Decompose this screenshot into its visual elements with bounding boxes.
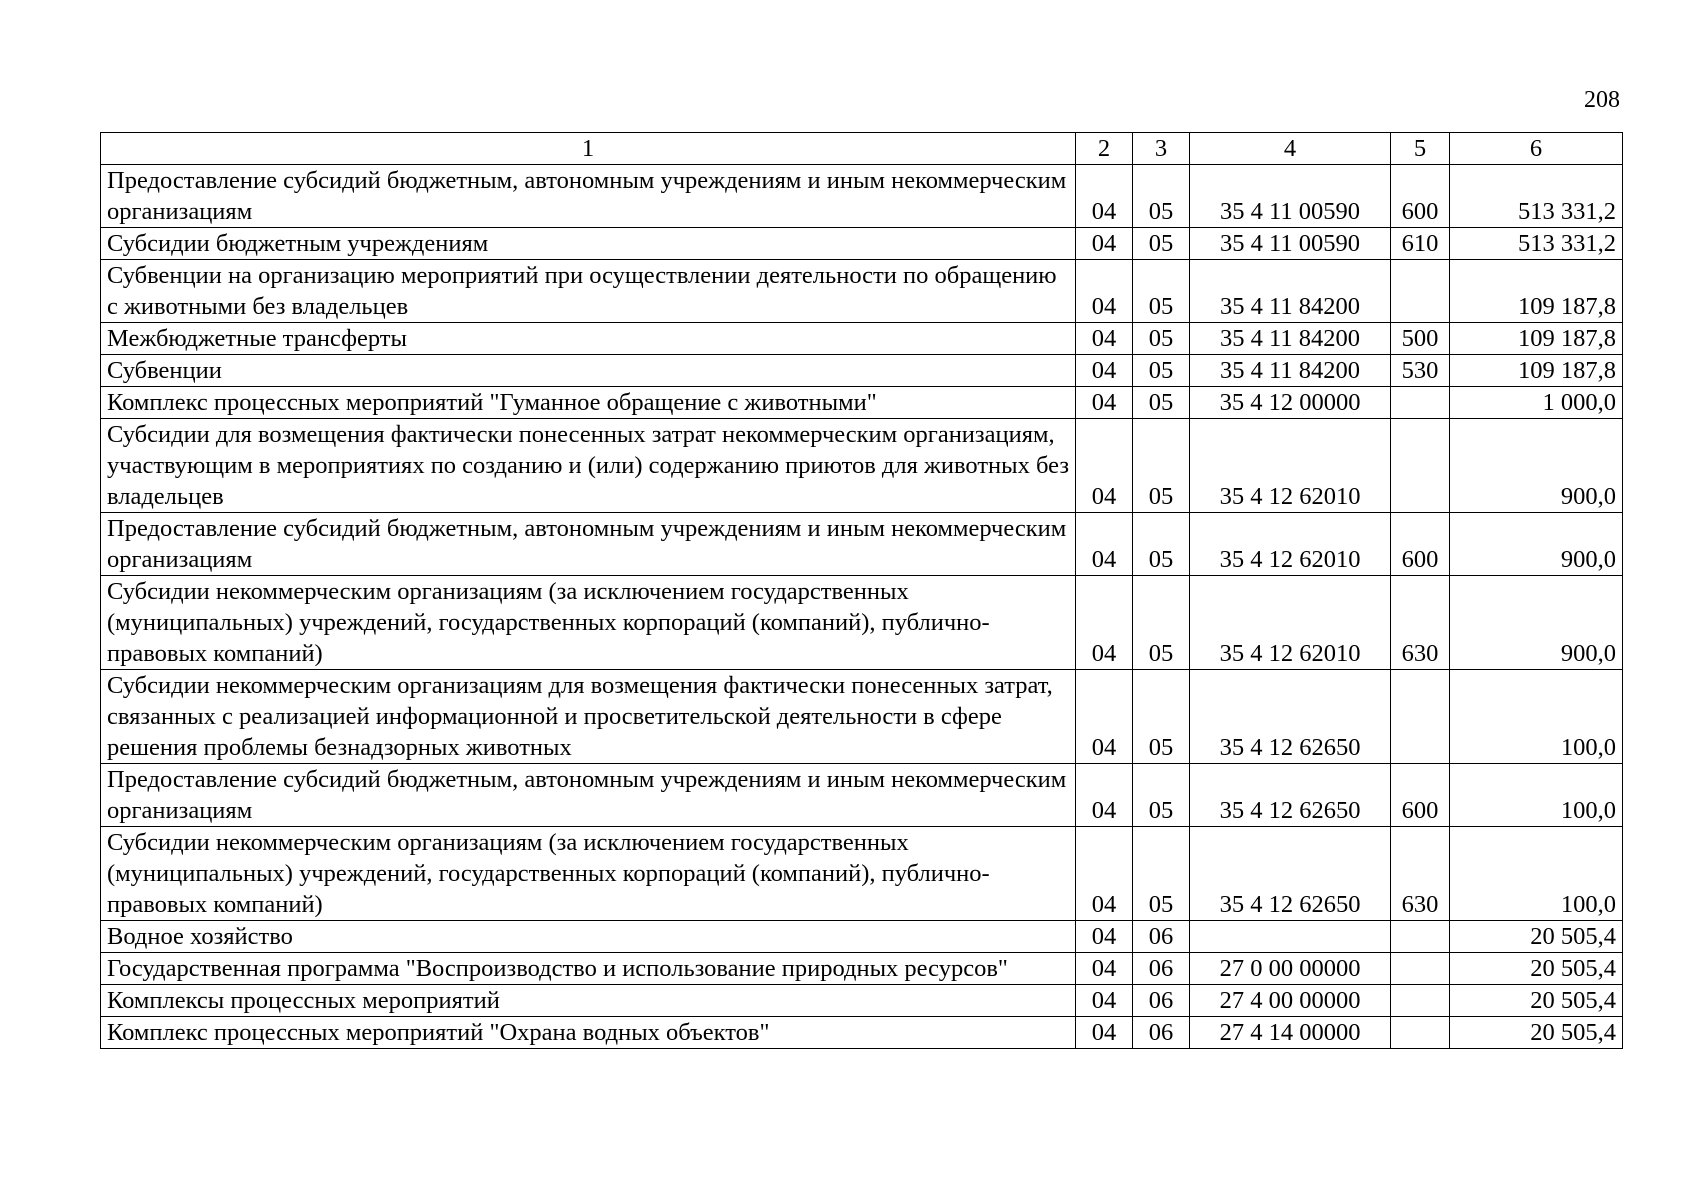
cell-target-article: 35 4 12 62650	[1190, 670, 1391, 764]
table-row	[101, 576, 1623, 670]
cell-subsection: 05	[1133, 355, 1190, 387]
cell-section: 04	[1076, 985, 1133, 1017]
table-row	[101, 323, 1623, 355]
cell-amount: 100,0	[1450, 764, 1623, 827]
cell-subsection: 05	[1133, 228, 1190, 260]
column-header-4: 4	[1190, 133, 1391, 165]
cell-subsection: 05	[1133, 827, 1190, 921]
table-row	[101, 260, 1623, 323]
cell-amount: 513 331,2	[1450, 165, 1623, 228]
cell-subsection: 06	[1133, 985, 1190, 1017]
cell-expense-type	[1391, 419, 1450, 513]
column-header-2: 2	[1076, 133, 1133, 165]
cell-section: 04	[1076, 1017, 1133, 1049]
cell-subsection: 05	[1133, 165, 1190, 228]
cell-name: Комплекс процессных мероприятий "Гуманное обращение с животными"	[101, 387, 1076, 419]
cell-expense-type: 610	[1391, 228, 1450, 260]
cell-target-article: 35 4 11 84200	[1190, 355, 1391, 387]
cell-section: 04	[1076, 260, 1133, 323]
table-row	[101, 513, 1623, 576]
cell-subsection: 06	[1133, 953, 1190, 985]
table-row	[101, 921, 1623, 953]
cell-expense-type: 630	[1391, 827, 1450, 921]
cell-expense-type: 600	[1391, 764, 1450, 827]
cell-expense-type	[1391, 953, 1450, 985]
cell-amount: 20 505,4	[1450, 953, 1623, 985]
cell-target-article: 35 4 12 62010	[1190, 419, 1391, 513]
cell-target-article: 35 4 11 00590	[1190, 228, 1391, 260]
cell-expense-type: 500	[1391, 323, 1450, 355]
cell-section: 04	[1076, 670, 1133, 764]
cell-expense-type: 530	[1391, 355, 1450, 387]
cell-amount: 109 187,8	[1450, 260, 1623, 323]
cell-subsection: 05	[1133, 764, 1190, 827]
cell-amount: 20 505,4	[1450, 921, 1623, 953]
cell-subsection: 06	[1133, 921, 1190, 953]
table-row	[101, 419, 1623, 513]
cell-expense-type	[1391, 921, 1450, 953]
cell-subsection: 05	[1133, 670, 1190, 764]
cell-section: 04	[1076, 165, 1133, 228]
table-row	[101, 670, 1623, 764]
cell-expense-type	[1391, 985, 1450, 1017]
cell-target-article: 35 4 11 84200	[1190, 260, 1391, 323]
cell-section: 04	[1076, 323, 1133, 355]
table-row	[101, 953, 1623, 985]
cell-target-article: 35 4 11 00590	[1190, 165, 1391, 228]
cell-target-article: 35 4 12 62650	[1190, 764, 1391, 827]
cell-name: Субвенции на организацию мероприятий при осуществлении деятельности по обращению с животными без владельцев	[101, 260, 1076, 323]
cell-target-article: 27 4 14 00000	[1190, 1017, 1391, 1049]
cell-target-article: 35 4 12 62010	[1190, 576, 1391, 670]
cell-name: Межбюджетные трансферты	[101, 323, 1076, 355]
cell-name: Предоставление субсидий бюджетным, автономным учреждениям и иным некоммерческим организациям	[101, 764, 1076, 827]
cell-name: Субсидии для возмещения фактически понесенных затрат некоммерческим организациям, участвующим в мероприятиях по созданию и (или) содержанию приютов для животных без владельцев	[101, 419, 1076, 513]
cell-section: 04	[1076, 513, 1133, 576]
table-row	[101, 1017, 1623, 1049]
cell-target-article: 35 4 12 00000	[1190, 387, 1391, 419]
cell-subsection: 05	[1133, 323, 1190, 355]
cell-amount: 100,0	[1450, 827, 1623, 921]
cell-name: Субвенции	[101, 355, 1076, 387]
cell-amount: 1 000,0	[1450, 387, 1623, 419]
column-header-3: 3	[1133, 133, 1190, 165]
table-row	[101, 985, 1623, 1017]
cell-subsection: 05	[1133, 260, 1190, 323]
cell-amount: 20 505,4	[1450, 985, 1623, 1017]
table-header-row	[101, 133, 1623, 165]
table-row	[101, 165, 1623, 228]
cell-amount: 20 505,4	[1450, 1017, 1623, 1049]
cell-name: Предоставление субсидий бюджетным, автономным учреждениям и иным некоммерческим организациям	[101, 165, 1076, 228]
cell-target-article: 35 4 12 62650	[1190, 827, 1391, 921]
cell-name: Предоставление субсидий бюджетным, автономным учреждениям и иным некоммерческим организациям	[101, 513, 1076, 576]
cell-subsection: 05	[1133, 419, 1190, 513]
cell-target-article	[1190, 921, 1391, 953]
cell-target-article: 27 0 00 00000	[1190, 953, 1391, 985]
cell-amount: 109 187,8	[1450, 323, 1623, 355]
cell-expense-type: 630	[1391, 576, 1450, 670]
column-header-6: 6	[1450, 133, 1623, 165]
cell-amount: 900,0	[1450, 513, 1623, 576]
cell-amount: 900,0	[1450, 576, 1623, 670]
budget-table	[100, 132, 1623, 1049]
cell-section: 04	[1076, 764, 1133, 827]
cell-name: Государственная программа "Воспроизводство и использование природных ресурсов"	[101, 953, 1076, 985]
cell-target-article: 27 4 00 00000	[1190, 985, 1391, 1017]
table-body	[101, 165, 1623, 1049]
cell-expense-type: 600	[1391, 513, 1450, 576]
table-row	[101, 387, 1623, 419]
cell-amount: 513 331,2	[1450, 228, 1623, 260]
cell-name: Субсидии бюджетным учреждениям	[101, 228, 1076, 260]
page-number: 208	[1584, 87, 1620, 113]
cell-expense-type	[1391, 260, 1450, 323]
cell-section: 04	[1076, 921, 1133, 953]
cell-name: Водное хозяйство	[101, 921, 1076, 953]
column-header-5: 5	[1391, 133, 1450, 165]
cell-name: Субсидии некоммерческим организациям для возмещения фактически понесенных затрат, связанных с реализацией информационной и просветительской деятельности в сфере решения проблемы безнадзорных животных	[101, 670, 1076, 764]
cell-subsection: 05	[1133, 387, 1190, 419]
cell-amount: 109 187,8	[1450, 355, 1623, 387]
cell-section: 04	[1076, 228, 1133, 260]
cell-section: 04	[1076, 827, 1133, 921]
table-row	[101, 764, 1623, 827]
cell-name: Субсидии некоммерческим организациям (за исключением государственных (муниципальных) учреждений, государственных корпораций (компаний), публично-правовых компаний)	[101, 576, 1076, 670]
cell-expense-type	[1391, 670, 1450, 764]
table-row	[101, 355, 1623, 387]
cell-subsection: 05	[1133, 513, 1190, 576]
cell-name: Субсидии некоммерческим организациям (за исключением государственных (муниципальных) учреждений, государственных корпораций (компаний), публично-правовых компаний)	[101, 827, 1076, 921]
cell-expense-type	[1391, 1017, 1450, 1049]
cell-expense-type: 600	[1391, 165, 1450, 228]
table-row	[101, 827, 1623, 921]
cell-section: 04	[1076, 953, 1133, 985]
table-row	[101, 228, 1623, 260]
cell-amount: 900,0	[1450, 419, 1623, 513]
cell-section: 04	[1076, 387, 1133, 419]
cell-name: Комплекс процессных мероприятий "Охрана водных объектов"	[101, 1017, 1076, 1049]
cell-subsection: 06	[1133, 1017, 1190, 1049]
cell-section: 04	[1076, 576, 1133, 670]
cell-target-article: 35 4 12 62010	[1190, 513, 1391, 576]
cell-name: Комплексы процессных мероприятий	[101, 985, 1076, 1017]
column-header-1: 1	[101, 133, 1076, 165]
cell-subsection: 05	[1133, 576, 1190, 670]
cell-section: 04	[1076, 355, 1133, 387]
cell-section: 04	[1076, 419, 1133, 513]
cell-target-article: 35 4 11 84200	[1190, 323, 1391, 355]
cell-amount: 100,0	[1450, 670, 1623, 764]
cell-expense-type	[1391, 387, 1450, 419]
